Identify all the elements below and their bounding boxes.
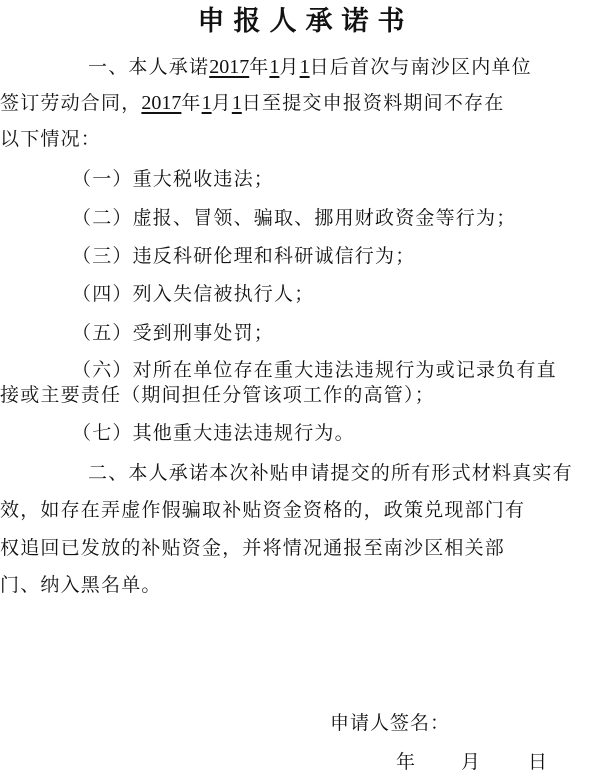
date2-month-unit: 月 [211,92,232,114]
date2-year: 2017 [141,92,182,114]
paragraph-1-text-c: 日至提交申报资料期间不存在 [241,92,505,114]
paragraph-1-text-a: 日后首次与南沙区内单位 [309,56,532,78]
paragraph-1-lead: 一、本人承诺 [88,56,210,78]
list-item-6-continued: 接或主要责任（期间担任分管该项工作的高管）； [0,384,435,406]
date2-month: 1 [201,92,212,114]
date1-year-unit: 年 [249,56,270,78]
date1-month-unit: 月 [279,56,300,78]
paragraph-2-line-4: 门、纳入黑名单。 [0,574,162,596]
list-item-6: （六）对所在单位存在重大违法违规行为或记录负有直 [72,359,557,381]
signature-year: 年 [396,751,417,773]
paragraph-2-line-3: 权追回已发放的补贴资金，并将情况通报至南沙区相关部 [0,537,506,559]
date1-day: 1 [299,56,310,78]
paragraph-2-line-2: 效，如存在弄虚作假骗取补贴资金资格的，政策兑现部门有 [0,499,526,521]
signature-day: 日 [528,751,549,773]
paragraph-1-text-b: 签订劳动合同， [0,92,142,114]
date1-year: 2017 [209,56,250,78]
paragraph-1-line-1 [88,54,608,80]
date2-year-unit: 年 [181,92,202,114]
signature-label: 申请人签名： [330,712,451,734]
paragraph-2-line-1: 二、本人承诺本次补贴申请提交的所有形式材料真实有 [88,462,573,484]
date1-month: 1 [269,56,280,78]
list-item-3: （三）违反科研伦理和科研诚信行为； [72,245,416,267]
list-item-5: （五）受到刑事处罚； [72,322,275,344]
list-item-4: （四）列入失信被执行人； [72,283,315,305]
paragraph-1-line-2 [0,90,611,116]
paragraph-1-line-3: 以下情况： [0,128,102,150]
date2-day: 1 [231,92,242,114]
signature-month: 月 [461,751,482,773]
list-item-1: （一）重大税收违法； [72,168,275,190]
document-title: 申报人承诺书 [197,6,414,37]
list-item-2: （二）虚报、冒领、骗取、挪用财政资金等行为； [72,207,517,229]
list-item-7: （七）其他重大违法违规行为。 [72,422,355,444]
